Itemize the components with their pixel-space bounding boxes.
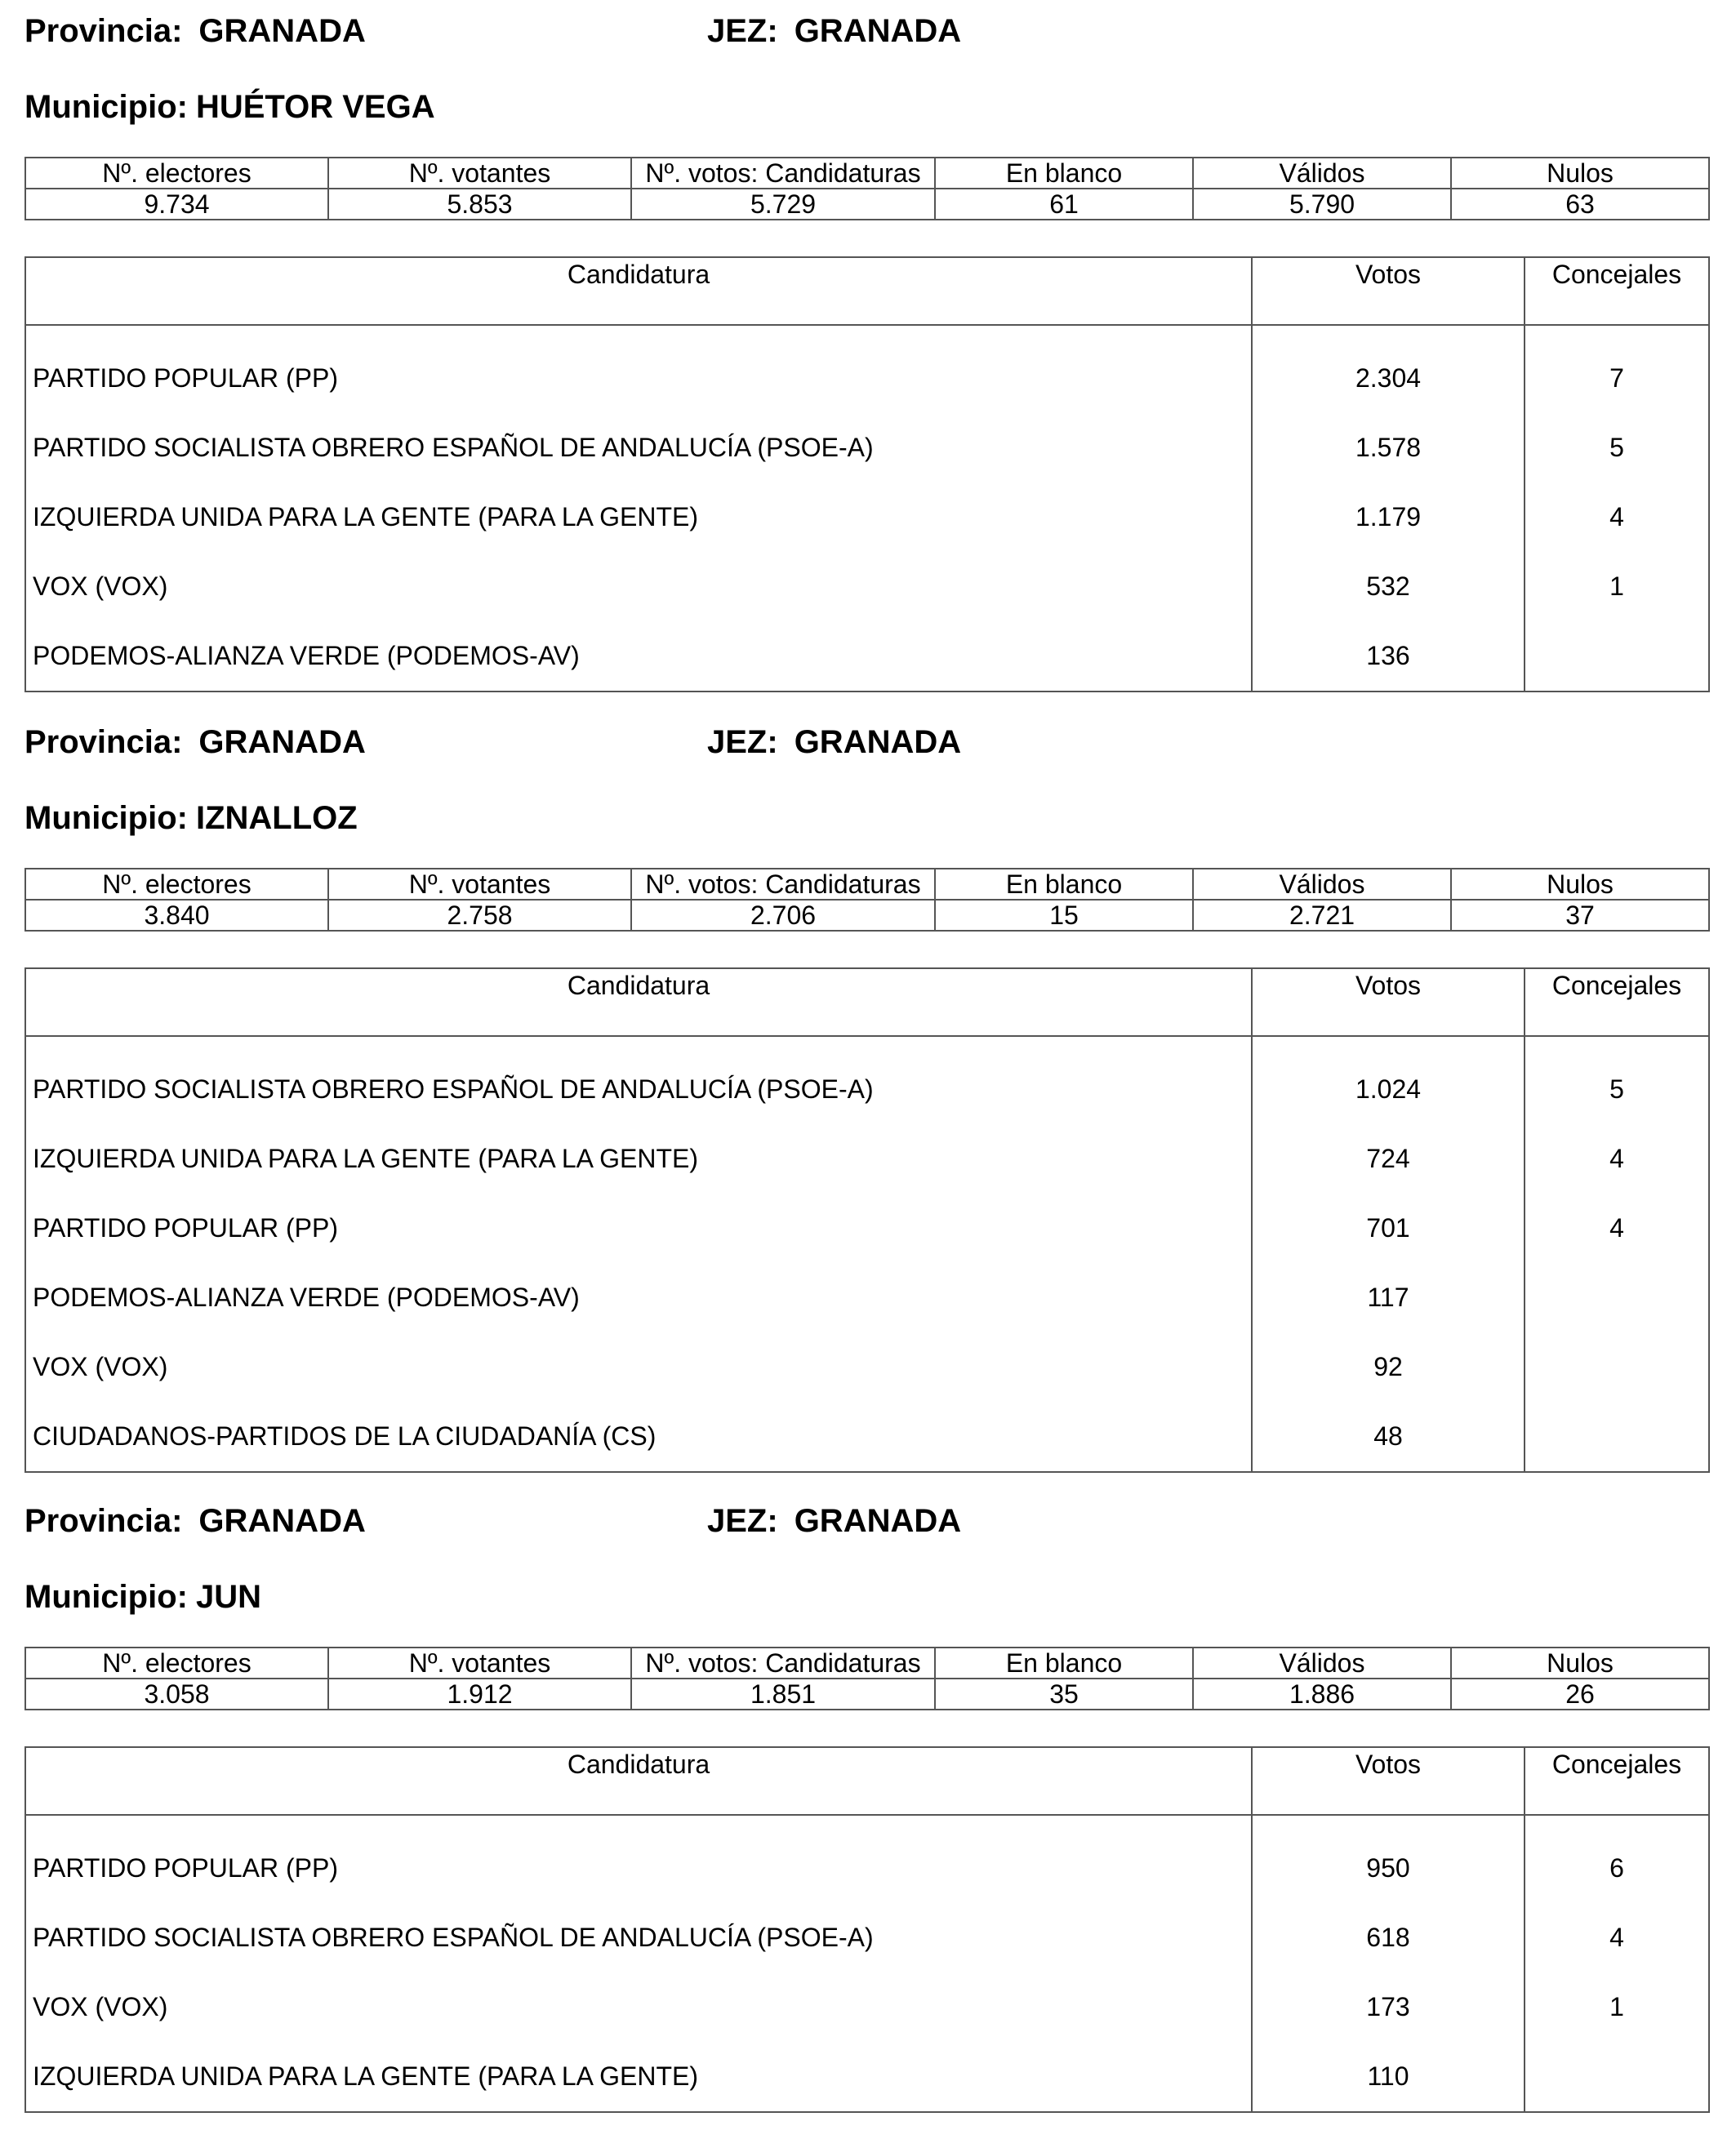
en-blanco-value: 61 <box>935 189 1193 220</box>
municipio-header: Municipio: HUÉTOR VEGA <box>24 89 435 125</box>
candidatura-concejales: 4 <box>1525 1903 1709 1972</box>
candidatura-votos: 724 <box>1252 1124 1525 1194</box>
candidatura-name: VOX (VOX) <box>25 552 1252 621</box>
jez-header: JEZ: GRANADA <box>707 724 962 760</box>
candidatura-concejales: 4 <box>1525 482 1709 552</box>
candidatura-votos: 1.024 <box>1252 1036 1525 1124</box>
votos-candidaturas-header: Nº. votos: Candidaturas <box>631 1648 935 1679</box>
en-blanco-header: En blanco <box>935 1648 1193 1679</box>
candidaturas-header-row <box>25 968 1709 1036</box>
jez-header: JEZ: GRANADA <box>707 13 962 49</box>
candidatura-votos: 618 <box>1252 1903 1525 1972</box>
candidatura-votos: 110 <box>1252 2042 1525 2112</box>
votantes-value: 5.853 <box>328 189 631 220</box>
candidatura-name: PODEMOS-ALIANZA VERDE (PODEMOS-AV) <box>25 1263 1252 1332</box>
electores-header: Nº. electores <box>25 158 328 189</box>
candidatura-row <box>25 1402 1709 1472</box>
candidatura-name: PODEMOS-ALIANZA VERDE (PODEMOS-AV) <box>25 621 1252 692</box>
candidatura-votos: 2.304 <box>1252 325 1525 413</box>
candidatura-votos: 48 <box>1252 1402 1525 1472</box>
concejales-header: Concejales <box>1525 257 1709 325</box>
candidatura-header: Candidatura <box>25 257 1252 325</box>
candidatura-concejales: 1 <box>1525 552 1709 621</box>
votos-candidaturas-value: 2.706 <box>631 900 935 931</box>
candidatura-header: Candidatura <box>25 1747 1252 1815</box>
en-blanco-value: 35 <box>935 1679 1193 1710</box>
summary-table <box>24 1647 1710 1710</box>
provincia-header: Provincia: GRANADA <box>24 1503 366 1539</box>
votos-candidaturas-header: Nº. votos: Candidaturas <box>631 158 935 189</box>
votos-header: Votos <box>1252 257 1525 325</box>
candidatura-name: IZQUIERDA UNIDA PARA LA GENTE (PARA LA GENTE) <box>25 482 1252 552</box>
concejales-header: Concejales <box>1525 968 1709 1036</box>
candidatura-row <box>25 552 1709 621</box>
provincia-header: Provincia: GRANADA <box>24 724 366 760</box>
validos-header: Válidos <box>1193 869 1451 900</box>
candidatura-row <box>25 621 1709 692</box>
candidatura-votos: 136 <box>1252 621 1525 692</box>
candidatura-row <box>25 2042 1709 2112</box>
candidatura-concejales <box>1525 1263 1709 1332</box>
candidatura-name: PARTIDO SOCIALISTA OBRERO ESPAÑOL DE ANDALUCÍA (PSOE-A) <box>25 413 1252 482</box>
nulos-value: 26 <box>1451 1679 1709 1710</box>
candidaturas-header-row <box>25 257 1709 325</box>
candidatura-name: IZQUIERDA UNIDA PARA LA GENTE (PARA LA GENTE) <box>25 2042 1252 2112</box>
candidatura-votos: 117 <box>1252 1263 1525 1332</box>
candidatura-concejales: 4 <box>1525 1194 1709 1263</box>
candidatura-votos: 92 <box>1252 1332 1525 1402</box>
candidatura-row <box>25 1194 1709 1263</box>
votantes-header: Nº. votantes <box>328 869 631 900</box>
candidatura-row <box>25 1903 1709 1972</box>
nulos-value: 63 <box>1451 189 1709 220</box>
votantes-header: Nº. votantes <box>328 1648 631 1679</box>
candidatura-concejales: 6 <box>1525 1815 1709 1903</box>
votos-header: Votos <box>1252 1747 1525 1815</box>
candidatura-name: PARTIDO POPULAR (PP) <box>25 325 1252 413</box>
nulos-header: Nulos <box>1451 158 1709 189</box>
electores-header: Nº. electores <box>25 869 328 900</box>
candidatura-row <box>25 1332 1709 1402</box>
nulos-header: Nulos <box>1451 1648 1709 1679</box>
candidatura-row <box>25 1815 1709 1903</box>
candidatura-header: Candidatura <box>25 968 1252 1036</box>
candidatura-row <box>25 1036 1709 1124</box>
summary-value-row <box>25 900 1709 931</box>
electores-value: 3.840 <box>25 900 328 931</box>
candidatura-votos: 950 <box>1252 1815 1525 1903</box>
votos-header: Votos <box>1252 968 1525 1036</box>
electores-value: 9.734 <box>25 189 328 220</box>
electores-header: Nº. electores <box>25 1648 328 1679</box>
electores-value: 3.058 <box>25 1679 328 1710</box>
candidatura-row <box>25 1972 1709 2042</box>
candidatura-concejales: 5 <box>1525 1036 1709 1124</box>
candidatura-row <box>25 482 1709 552</box>
candidatura-concejales <box>1525 1402 1709 1472</box>
candidatura-concejales: 1 <box>1525 1972 1709 2042</box>
candidatura-name: PARTIDO SOCIALISTA OBRERO ESPAÑOL DE ANDALUCÍA (PSOE-A) <box>25 1903 1252 1972</box>
municipio-header: Municipio: IZNALLOZ <box>24 800 358 836</box>
candidatura-votos: 701 <box>1252 1194 1525 1263</box>
en-blanco-header: En blanco <box>935 158 1193 189</box>
summary-table <box>24 868 1710 932</box>
candidaturas-table <box>24 967 1710 1473</box>
summary-value-row <box>25 189 1709 220</box>
votantes-header: Nº. votantes <box>328 158 631 189</box>
summary-value-row <box>25 1679 1709 1710</box>
candidatura-votos: 532 <box>1252 552 1525 621</box>
summary-table <box>24 157 1710 220</box>
candidatura-name: IZQUIERDA UNIDA PARA LA GENTE (PARA LA GENTE) <box>25 1124 1252 1194</box>
votantes-value: 2.758 <box>328 900 631 931</box>
municipio-header: Municipio: JUN <box>24 1579 261 1615</box>
votos-candidaturas-value: 1.851 <box>631 1679 935 1710</box>
candidatura-concejales: 5 <box>1525 413 1709 482</box>
nulos-header: Nulos <box>1451 869 1709 900</box>
summary-header-row <box>25 158 1709 189</box>
candidatura-concejales <box>1525 1332 1709 1402</box>
en-blanco-header: En blanco <box>935 869 1193 900</box>
nulos-value: 37 <box>1451 900 1709 931</box>
validos-value: 2.721 <box>1193 900 1451 931</box>
candidatura-name: PARTIDO POPULAR (PP) <box>25 1194 1252 1263</box>
candidatura-concejales <box>1525 621 1709 692</box>
candidatura-row <box>25 1263 1709 1332</box>
validos-value: 1.886 <box>1193 1679 1451 1710</box>
candidatura-concejales: 7 <box>1525 325 1709 413</box>
votos-candidaturas-value: 5.729 <box>631 189 935 220</box>
summary-header-row <box>25 1648 1709 1679</box>
candidaturas-header-row <box>25 1747 1709 1815</box>
validos-value: 5.790 <box>1193 189 1451 220</box>
candidatura-concejales: 4 <box>1525 1124 1709 1194</box>
candidatura-votos: 1.179 <box>1252 482 1525 552</box>
en-blanco-value: 15 <box>935 900 1193 931</box>
validos-header: Válidos <box>1193 1648 1451 1679</box>
validos-header: Válidos <box>1193 158 1451 189</box>
votos-candidaturas-header: Nº. votos: Candidaturas <box>631 869 935 900</box>
candidatura-name: VOX (VOX) <box>25 1332 1252 1402</box>
candidatura-name: VOX (VOX) <box>25 1972 1252 2042</box>
candidatura-votos: 1.578 <box>1252 413 1525 482</box>
candidaturas-table <box>24 256 1710 692</box>
candidatura-row <box>25 1124 1709 1194</box>
concejales-header: Concejales <box>1525 1747 1709 1815</box>
summary-header-row <box>25 869 1709 900</box>
provincia-header: Provincia: GRANADA <box>24 13 366 49</box>
candidatura-name: CIUDADANOS-PARTIDOS DE LA CIUDADANÍA (CS) <box>25 1402 1252 1472</box>
candidatura-row <box>25 413 1709 482</box>
candidatura-name: PARTIDO SOCIALISTA OBRERO ESPAÑOL DE ANDALUCÍA (PSOE-A) <box>25 1036 1252 1124</box>
candidatura-name: PARTIDO POPULAR (PP) <box>25 1815 1252 1903</box>
jez-header: JEZ: GRANADA <box>707 1503 962 1539</box>
candidatura-votos: 173 <box>1252 1972 1525 2042</box>
candidatura-concejales <box>1525 2042 1709 2112</box>
candidaturas-table <box>24 1746 1710 2113</box>
candidatura-row <box>25 325 1709 413</box>
votantes-value: 1.912 <box>328 1679 631 1710</box>
